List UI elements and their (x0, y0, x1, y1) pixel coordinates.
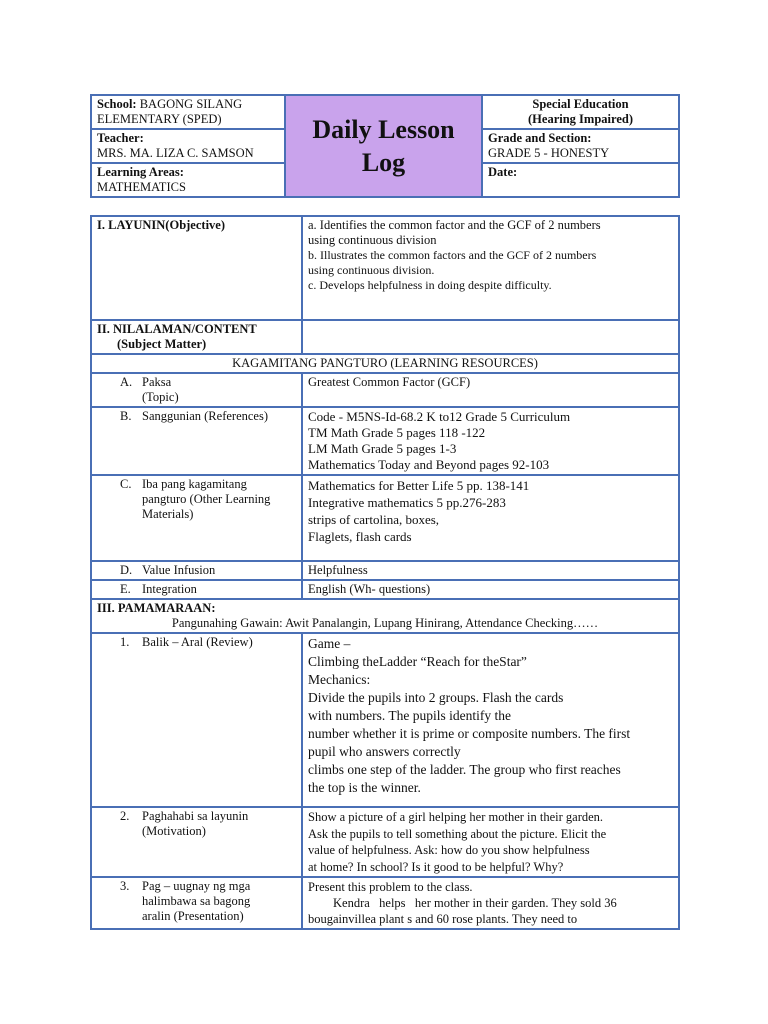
procedure-line: Game – (308, 636, 351, 651)
resource-label-line: (Topic) (142, 390, 179, 404)
resource-value-e (302, 580, 679, 599)
resource-line: TM Math Grade 5 pages 118 -122 (308, 425, 486, 440)
school-label: School: (97, 97, 137, 111)
resource-label-line: Integration (142, 582, 197, 596)
resource-value-c (302, 475, 679, 561)
content-label-2: (Subject Matter) (117, 337, 207, 351)
procedure-label-3 (91, 877, 302, 929)
resource-label-b (91, 407, 302, 475)
resource-label-e (91, 580, 302, 599)
procedure-line: Divide the pupils into 2 groups. Flash the cards (308, 690, 564, 705)
procedure-line: the top is the winner. (308, 780, 421, 795)
areas-value: MATHEMATICS (97, 180, 186, 194)
page-title: Daily Lesson (312, 115, 455, 144)
procedure-line: Show a picture of a girl helping her mother in their garden. (308, 810, 604, 824)
date-cell (482, 163, 679, 197)
procedure-label-line: Pag – uugnay ng mga (142, 879, 251, 893)
resource-line: English (Wh- questions) (308, 582, 431, 596)
resource-label-d (91, 561, 302, 580)
resource-line: Greatest Common Factor (GCF) (308, 375, 471, 389)
school-value: BAGONG SILANG (139, 97, 243, 111)
procedure-label-1 (91, 633, 302, 807)
title-cell (285, 95, 482, 197)
resource-line: Helpfulness (308, 563, 368, 577)
resource-label-line: pangturo (Other Learning (142, 492, 271, 506)
lesson-table (90, 215, 680, 930)
teacher-cell (91, 129, 285, 163)
grade-value: GRADE 5 - HONESTY (488, 146, 610, 160)
procedure-label-line: Balik – Aral (Review) (142, 635, 253, 649)
objective-line: a. Identifies the common factor and the GCF of 2 numbers (308, 218, 601, 232)
resource-value-d (302, 561, 679, 580)
school-cell (91, 95, 285, 129)
procedure-line: Climbing theLadder “Reach for theStar” (308, 654, 527, 669)
resource-line: Integrative mathematics 5 pp.276-283 (308, 495, 506, 510)
procedure-number: 1. (120, 635, 130, 649)
procedure-label-line: aralin (Presentation) (142, 909, 244, 923)
content-value (302, 320, 679, 354)
resource-line: LM Math Grade 5 pages 1-3 (308, 441, 457, 456)
resource-line: Mathematics for Better Life 5 pp. 138-141 (308, 478, 530, 493)
resource-value-a (302, 373, 679, 407)
procedure-line: pupil who answers correctly (308, 744, 461, 759)
preliminary-activities: Pangunahing Gawain: Awit Panalangin, Lupang Hinirang, Attendance Checking…… (171, 616, 599, 630)
sped-line-1: Special Education (532, 97, 629, 111)
page-title-2: Log (361, 148, 406, 177)
resource-label-line: Iba pang kagamitang (142, 477, 247, 491)
grade-cell (482, 129, 679, 163)
resource-label-line: Sanggunian (References) (142, 409, 268, 423)
sped-line-2: (Hearing Impaired) (528, 112, 633, 126)
procedure-label-line: halimbawa sa bagong (142, 894, 251, 908)
procedure-line: Kendra helps her mother in their garden. They sold 36 (308, 896, 617, 910)
resource-label-a (91, 373, 302, 407)
resource-line: Flaglets, flash cards (308, 529, 412, 544)
objective-content (302, 216, 679, 320)
sped-cell (482, 95, 679, 129)
procedure-number: 3. (120, 879, 130, 893)
areas-cell (91, 163, 285, 197)
resource-letter: E. (120, 582, 131, 596)
procedure-label-line: Paghahabi sa layunin (142, 809, 249, 823)
objective-line: using continuous division (308, 233, 437, 247)
procedure-value-2 (302, 807, 679, 877)
resource-label-line: Value Infusion (142, 563, 216, 577)
resources-heading: KAGAMITANG PANGTURO (LEARNING RESOURCES) (91, 354, 679, 373)
resource-letter: A. (120, 375, 133, 389)
resource-label-line: Materials) (142, 507, 194, 521)
resource-label-c (91, 475, 302, 561)
teacher-value: MRS. MA. LIZA C. SAMSON (97, 146, 254, 160)
areas-label: Learning Areas: (97, 165, 184, 179)
procedure-label: III. PAMAMARAAN: (97, 601, 216, 615)
procedure-number: 2. (120, 809, 130, 823)
grade-label: Grade and Section: (488, 131, 592, 145)
content-label-1: II. NILALAMAN/CONTENT (97, 322, 257, 336)
resource-label-line: Paksa (142, 375, 172, 389)
content-label (91, 320, 302, 354)
procedure-line: bougainvillea plant s and 60 rose plants. They need to (308, 912, 578, 926)
school-value-2: ELEMENTARY (SPED) (97, 112, 222, 126)
procedure-value-3 (302, 877, 679, 929)
procedure-label-line: (Motivation) (142, 824, 206, 838)
procedure-line: Present this problem to the class. (308, 880, 473, 894)
resource-line: Code - M5NS-Id-68.2 K to12 Grade 5 Curriculum (308, 409, 571, 424)
procedure-line: at home? In school? Is it good to be helpful? Why? (308, 859, 564, 874)
procedure-line: value of helpfulness. Ask: how do you show helpfulness (308, 843, 590, 857)
procedure-line: with numbers. The pupils identify the (308, 708, 511, 723)
objective-line: using continuous division. (308, 263, 435, 277)
resource-line: Mathematics Today and Beyond pages 92-103 (308, 457, 550, 472)
header-table (90, 94, 680, 198)
objective-line: b. Illustrates the common factors and the GCF of 2 numbers (308, 248, 597, 262)
procedure-line: number whether it is prime or composite numbers. The first (308, 726, 631, 741)
procedure-line: Mechanics: (308, 672, 371, 687)
procedure-value-1 (302, 633, 679, 807)
procedure-heading-cell (91, 599, 679, 633)
objective-line: c. Develops helpfulness in doing despite difficulty. (308, 278, 552, 292)
resource-value-b (302, 407, 679, 475)
objective-label: I. LAYUNIN(Objective) (91, 216, 302, 320)
procedure-label-2 (91, 807, 302, 877)
procedure-line: Ask the pupils to tell something about the picture. Elicit the (308, 826, 607, 841)
resource-line: strips of cartolina, boxes, (308, 512, 440, 527)
resource-letter: D. (120, 563, 133, 577)
resource-letter: B. (120, 409, 132, 423)
date-label: Date: (488, 165, 518, 179)
procedure-line: climbs one step of the ladder. The group who first reaches (308, 762, 621, 777)
teacher-label: Teacher: (97, 131, 144, 145)
resource-letter: C. (120, 477, 132, 491)
